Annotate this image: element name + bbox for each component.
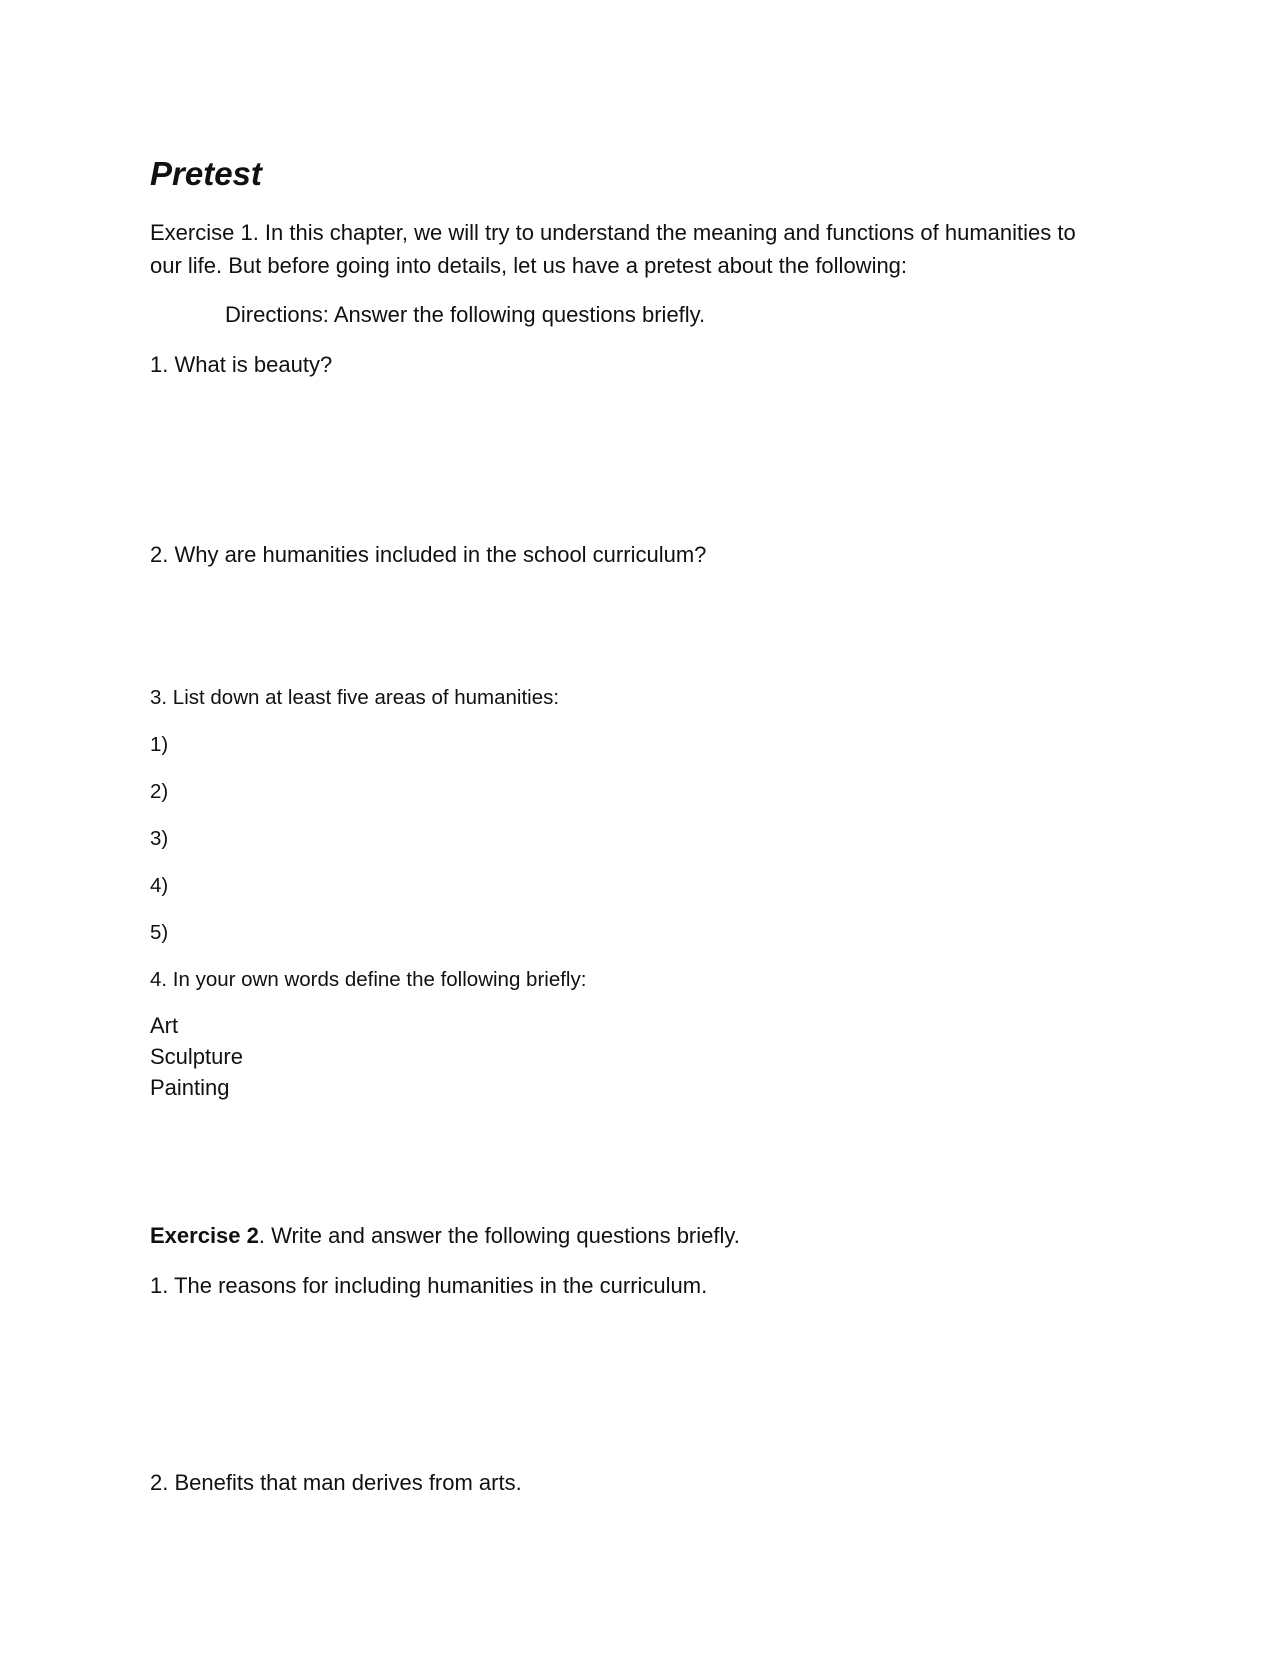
exercise2-label: Exercise 2 [150, 1223, 259, 1248]
exercise1-question-2: 2. Why are humanities included in the school curriculum? [150, 542, 707, 567]
exercise1-directions: Directions: Answer the following questions briefly. [225, 302, 706, 327]
exercise1-question-1: 1. What is beauty? [150, 352, 333, 377]
list-item-2: 2) [150, 780, 169, 803]
term-sculpture: Sculpture [150, 1044, 243, 1069]
exercise2-question-2: 2. Benefits that man derives from arts. [150, 1470, 522, 1495]
list-item-5: 5) [150, 921, 169, 944]
exercise1-intro: Exercise 1. In this chapter, we will try to understand the meaning and functions of humanities to our life. But before going into details, let us have a pretest about the following: [150, 220, 1076, 278]
exercise2-question-1: 1. The reasons for including humanities in the curriculum. [150, 1273, 708, 1298]
exercise2-intro-text: . Write and answer the following questions briefly. [258, 1223, 740, 1248]
exercise1-question-3: 3. List down at least five areas of humanities: [150, 686, 560, 709]
exercise1-question-4: 4. In your own words define the following briefly: [150, 968, 587, 991]
term-art: Art [150, 1013, 179, 1038]
list-item-3: 3) [150, 827, 169, 850]
exercise2-intro [150, 1221, 740, 1251]
term-painting: Painting [150, 1075, 230, 1100]
list-item-1: 1) [150, 733, 169, 756]
page-title: Pretest [150, 155, 262, 192]
list-item-4: 4) [150, 874, 169, 897]
